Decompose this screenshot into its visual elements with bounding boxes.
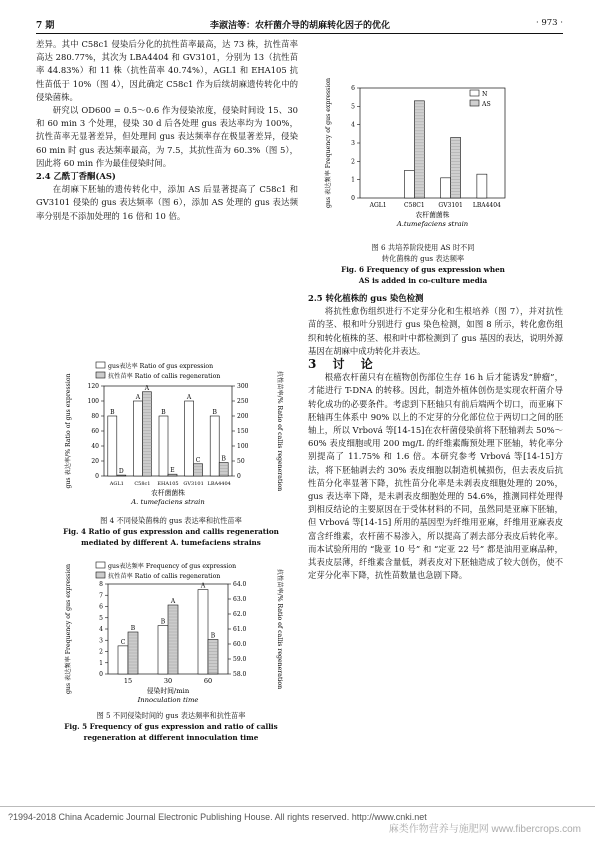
bar-N-GV3101 [441, 178, 451, 198]
bar-letter-0-4: B [212, 409, 217, 416]
figure-4-caption-en1: Fig. 4 Ratio of gus expression and callis regeneration [63, 527, 279, 536]
legend-swatch-0 [96, 362, 105, 368]
bar-letter-1-0: D [118, 468, 124, 476]
figure-4-caption [56, 515, 286, 548]
bar-letter-0-0: C [120, 638, 126, 646]
bar-letter-0-2: A [200, 582, 206, 590]
y-tick-label-6: 120 [87, 383, 99, 390]
y-right-tick-label-1: 50 [237, 458, 245, 465]
figure-4-caption-cn: 图 4 不同侵染菌株的 gus 表达率和抗性苗率 [100, 516, 242, 525]
running-title: 李淑洁等：农杆菌介导的胡麻转化因子的优化 [209, 21, 390, 31]
y-tick-label-4: 80 [91, 413, 99, 420]
x-tick-label-3: LBA4404 [472, 202, 501, 209]
x-tick-label-1: 30 [163, 677, 173, 685]
y-axis-label-right: 抗性苗率/% Ratio of callis regeneration [276, 370, 283, 492]
bar-gus表达率-C58c1 [133, 401, 142, 476]
bar-抗性苗率-AGL1 [117, 475, 126, 476]
x-axis-label-en: A.tumefaciens strain [396, 220, 469, 228]
x-tick-label-0: AGL1 [109, 481, 124, 487]
bar-抗性苗率-60 [208, 640, 218, 675]
y-right-tick-label-2: 100 [237, 443, 249, 450]
y-tick-label-2: 2 [99, 648, 103, 656]
bar-gus表达频率-60 [198, 590, 208, 674]
legend-label-1: AS [482, 101, 491, 108]
legend-label-1: 抗性苗率 Ratio of callis regeneration [108, 573, 221, 580]
bar-letter-1-0: B [130, 625, 136, 632]
right-column [308, 292, 563, 582]
legend-swatch-1 [96, 372, 105, 378]
bar-letter-1-3: C [195, 456, 201, 464]
bar-letter-0-0: B [110, 409, 115, 416]
y-tick-label-0: 0 [351, 195, 355, 202]
bar-gus表达率-LBA4404 [210, 416, 219, 476]
y-axis-label: gus 表达频率 Frequency of gus expression [325, 77, 332, 209]
y-right-tick-label-1: 59.0 [233, 656, 247, 663]
y-tick-label-1: 20 [91, 458, 99, 465]
x-tick-label-1: C58C1 [404, 202, 425, 209]
y-right-tick-label-5: 250 [237, 398, 249, 405]
x-tick-label-4: LBA4404 [207, 481, 231, 487]
bar-gus表达率-AGL1 [108, 416, 117, 476]
figure-5-chart [56, 560, 286, 710]
y-tick-label-8: 8 [99, 581, 103, 588]
figure-4-chart [56, 360, 286, 515]
y-tick-label-1: 1 [351, 176, 355, 184]
x-axis-label-cn: 农杆菌菌株 [151, 489, 185, 497]
bar-letter-0-3: A [186, 394, 192, 401]
y-tick-label-1: 1 [99, 659, 103, 667]
legend-label-1: 抗性苗率 Ratio of callis regeneration [108, 373, 221, 380]
y-right-tick-label-4: 200 [237, 413, 249, 420]
bar-gus表达率-GV3101 [185, 401, 194, 476]
y-tick-label-3: 60 [91, 428, 99, 435]
x-tick-label-2: EHA105 [157, 481, 179, 487]
footer-rule [0, 806, 595, 807]
site-watermark: 麻类作物营养与施肥网 www.fibercrops.com [388, 824, 581, 835]
y-tick-label-3: 3 [351, 140, 355, 147]
legend-swatch-1 [470, 100, 479, 106]
y-axis-label: gus 表达率/% Ratio of gus expression [65, 373, 72, 489]
page-number: · 973 · [535, 18, 563, 28]
y-right-tick-label-4: 62.0 [233, 611, 247, 618]
header-rule [36, 33, 563, 34]
bar-letter-1-2: B [210, 632, 216, 640]
x-tick-label-1: C58c1 [134, 481, 151, 487]
paragraph-strain-result: 差异。其中 C58c1 侵染后分化的抗性苗率最高，达 73 株，抗性苗率高达 280.77%，其次为 LBA4404 和 GV3101，分别为 13（抗性苗率 44.83%）和 11 株（抗性苗率 40.74%），AGL1 和 EHA105 抗性苗低于 10%（图 4），因此确定 C58c1 作为后续胡麻遗传转化中的侵染菌株。 [36, 39, 298, 102]
figure-4 [56, 360, 286, 548]
legend-label-0: gus表达率 Ratio of gus expression [108, 363, 214, 370]
y-tick-label-5: 5 [351, 103, 355, 111]
y-right-tick-label-0: 0 [237, 473, 241, 480]
y-tick-label-0: 0 [99, 671, 103, 678]
figure-5-caption-en1: Fig. 5 Frequency of gus expression and ratio of callis [64, 722, 278, 731]
figure-5 [56, 560, 286, 743]
y-tick-label-4: 4 [99, 626, 103, 633]
figure-6-caption-en1: Fig. 6 Frequency of gus expression when [341, 265, 505, 274]
figure-5-caption [56, 710, 286, 743]
bar-gus表达率-EHA105 [159, 416, 168, 476]
y-tick-label-4: 4 [351, 121, 355, 129]
paragraph-gus-staining: 将抗性愈伤组织进行不定芽分化和生根培养（图 7），并对抗性苗的茎、根和叶分别进行 gus 染色检测，如图 8 所示，转化愈伤组织和转化植株的茎、根和叶中都检测到了 gus 基因的表达，说明外源基因在胡麻中成功转化并表达。 [308, 306, 563, 356]
y-axis-label-right: 抗性苗率/% Ratio of callis regeneration [276, 568, 283, 690]
y-right-tick-label-5: 63.0 [233, 596, 247, 603]
bar-AS-C58C1 [414, 101, 424, 198]
x-tick-label-2: GV3101 [438, 202, 463, 209]
paragraph-infection-time: 研究以 OD600 = 0.5～0.6 作为侵染浓度，侵染时间设 15、30 和 60 min 3 个处理，侵染 30 d 后各处理 gus 表达率均为 100%，抗性苗率无显著差异，但处理间 gus 表达频率存在极显著差异，侵染 60 min 时 gus 表达频率最高，为 7.5，其抗性苗为 60.3%（图 5），因此将 60 min 作为最佳侵染时间。 [36, 105, 298, 168]
y-axis-label: gus 表达频率 Frequency of gus expression [65, 563, 72, 695]
section-2-5-heading: 2.5 转化植株的 gus 染色检测 [308, 293, 424, 303]
x-tick-label-0: AGL1 [369, 202, 387, 209]
bar-letter-0-1: A [135, 394, 141, 401]
y-right-tick-label-3: 61.0 [233, 626, 247, 633]
paragraph-as: 在胡麻下胚轴的遗传转化中，添加 AS 后显著提高了 C58c1 和 GV3101 侵染的 gus 表达频率（图 6），添加 AS 处理的 gus 表达频率分别是不添加处理的 16 倍和 10 倍。 [36, 184, 298, 221]
y-tick-label-3: 3 [99, 637, 103, 645]
figure-6 [318, 72, 528, 286]
y-tick-label-6: 6 [99, 603, 103, 611]
y-tick-label-2: 40 [91, 443, 99, 450]
bar-抗性苗率-LBA4404 [219, 463, 228, 476]
bar-N-LBA4404 [477, 174, 487, 198]
figure-6-caption-en2: AS is added in co-culture media [358, 276, 488, 285]
x-axis-label-cn: 侵染时间/min [146, 687, 190, 695]
left-column [36, 38, 298, 223]
y-tick-label-0: 0 [95, 473, 99, 480]
figure-5-caption-cn: 图 5 不同侵染时间的 gus 表达频率和抗性苗率 [96, 711, 246, 720]
bar-抗性苗率-EHA105 [168, 474, 177, 476]
y-tick-label-6: 6 [351, 85, 355, 92]
page-section-number: 7 期 [36, 21, 55, 31]
figure-6-caption [318, 242, 528, 286]
x-axis-label-en: Innoculation time [137, 696, 199, 704]
bar-letter-0-1: B [160, 618, 166, 626]
bar-抗性苗率-30 [168, 605, 178, 674]
section-2-4-heading: 2.4 乙酰丁香酮(AS) [36, 171, 116, 182]
figure-5-caption-en2: regeneration at different innoculation time [83, 733, 259, 742]
x-tick-label-2: 60 [203, 677, 213, 685]
y-tick-label-2: 2 [351, 158, 355, 166]
bar-letter-0-2: B [161, 409, 166, 416]
y-right-tick-label-0: 58.0 [233, 671, 247, 678]
bar-N-C58C1 [404, 171, 414, 199]
legend-swatch-0 [96, 562, 105, 568]
copyright-footer: ?1994-2018 China Academic Journal Electronic Publishing House. All rights reserved. http://www.cnki.net [8, 812, 427, 822]
figure-6-caption-cn2: 转化菌株的 gus 表达频率 [381, 254, 465, 263]
bar-letter-1-1: A [144, 384, 150, 392]
legend-label-0: gus表达频率 Frequency of gus expression [108, 563, 237, 570]
y-right-tick-label-6: 64.0 [233, 581, 247, 588]
x-tick-label-3: GV3101 [183, 481, 204, 487]
bar-letter-1-4: B [221, 455, 226, 463]
y-right-tick-label-2: 60.0 [233, 641, 247, 648]
legend-label-0: N [482, 91, 488, 98]
legend-swatch-0 [470, 90, 479, 96]
x-tick-label-0: 15 [123, 677, 133, 685]
y-tick-label-5: 100 [87, 398, 99, 405]
y-right-tick-label-3: 150 [237, 428, 249, 435]
x-axis-label-en: A. tumefaciens strain [131, 498, 205, 506]
paragraph-discussion: 根癌农杆菌只有在植物创伤部位生存 16 h 后才能诱发“肿瘤”，才能进行 T-DNA 的转移。因此，制造外植体创伤是实现农杆菌介导转化成功的必要条件。考虑到下胚轴只有前后端两个切口，而亚麻下胚轴再生体系中 90% 以上的不定芽的分化部位位于两切口之间的胚轴上，所以 Vrbová 等[14-15]在农杆菌侵染前将下胚轴剥去 50%～60% 表皮细胞或用 200 mg/L 的纤维素酶预处理下胚轴，转化率分别提高了 11.75% 和 1.6 倍。本研究参考 Vrbová 等[14-15]方法，将下胚轴剥去约 30% 表皮细胞以制造机械损伤，但去表皮后抗性苗分化率显著下降，抗性苗分化率是未剥表皮细胞处理的 20%，gus 表达率下降，是未剥表皮细胞处理的 54.6%，推测同样处理得到相反结论的主要原因在于受体材料的不同，虽然同是亚麻下胚轴，但 Vrbová 等[14-15] 所用的基因型为纤维用亚麻，纤维用亚麻表皮富含纤维素，农杆菌不易渗入，所以提高了剥去部分表皮后转化率。而本试验所用的 “陇亚 10 号” 和 “定亚 22 号” 都是油用亚麻品种，其表皮层薄，纤维素含量低，剥表皮对下胚轴造成了较大创伤，使不定芽分化率下降，抗性苗数量也急剧下降。 [308, 372, 563, 581]
legend-swatch-1 [96, 572, 105, 578]
y-tick-label-7: 7 [99, 592, 103, 600]
y-right-tick-label-6: 300 [237, 383, 249, 390]
bar-letter-1-2: E [170, 467, 175, 475]
bar-gus表达频率-30 [158, 626, 168, 674]
figure-4-caption-en2: mediated by different A. tumefaciens strains [81, 538, 261, 547]
figure-6-chart [318, 72, 528, 242]
bar-gus表达频率-15 [118, 646, 128, 674]
figure-6-caption-cn1: 图 6 共培养阶段使用 AS 时不同 [371, 243, 475, 252]
bar-letter-1-1: A [170, 598, 176, 605]
x-axis-label-cn: 农杆菌菌株 [415, 211, 450, 219]
y-tick-label-5: 5 [99, 614, 103, 622]
section-3-heading: 3 讨 论 [308, 357, 379, 372]
